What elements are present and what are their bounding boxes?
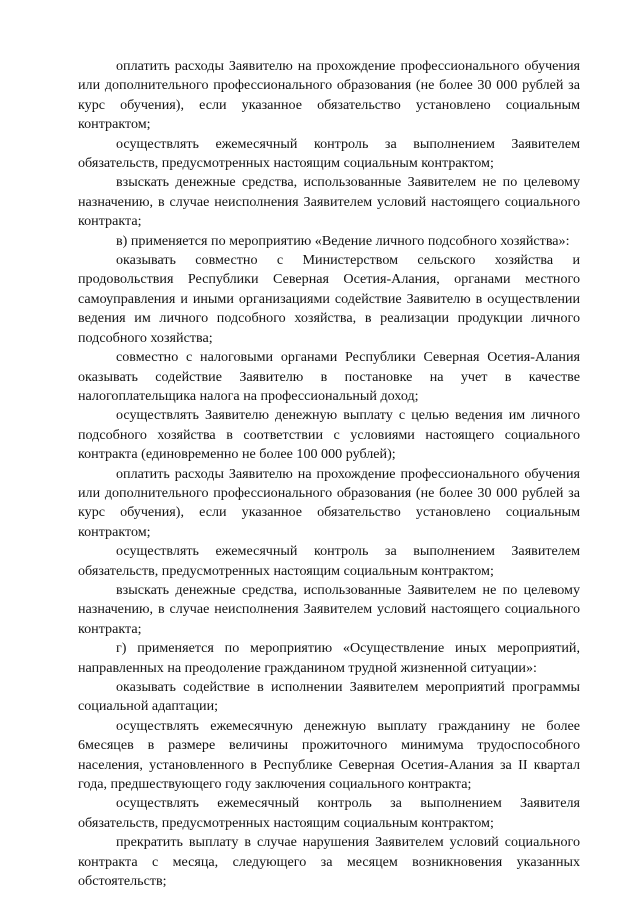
- document-body: [78, 57, 580, 891]
- paragraph: г) применяется по мероприятию «Осуществление иных мероприятий, направленных на преодоление гражданином трудной жизненной ситуации»:: [78, 640, 580, 676]
- paragraph: осуществлять ежемесячный контроль за выполнением Заявителя обязательств, предусмотренных настоящим социальным контрактом;: [78, 795, 580, 831]
- paragraph: оплатить расходы Заявителю на прохождение профессионального обучения или дополнительного профессионального образования (не более 30 000 рублей за курс обучения), если указанное обязательство установлено социальным контрактом;: [78, 465, 580, 540]
- paragraph: оказывать совместно с Министерством сельского хозяйства и продовольствия Республики Северная Осетия-Алания, органами местного самоуправления и иными организациями содействие Заявителю в осуществлении ведения им личного подсобного хозяйства, в реализации продукции личного подсобного хозяйства;: [78, 252, 580, 346]
- paragraph: осуществлять Заявителю денежную выплату с целью ведения им личного подсобного хозяйства в соответствии с условиями настоящего социального контракта (единовременно не более 100 000 рублей);: [78, 407, 580, 463]
- paragraph: взыскать денежные средства, использованные Заявителем не по целевому назначению, в случае неисполнения Заявителем условий настоящего социального контракта;: [78, 581, 580, 637]
- paragraph: оказывать содействие в исполнении Заявителем мероприятий программы социальной адаптации;: [78, 679, 580, 715]
- paragraph: осуществлять ежемесячный контроль за выполнением Заявителем обязательств, предусмотренных настоящим социальным контрактом;: [78, 135, 580, 172]
- paragraph: осуществлять ежемесячный контроль за выполнением Заявителем обязательств, предусмотренных настоящим социальным контрактом;: [78, 543, 580, 579]
- paragraph: прекратить выплату в случае нарушения Заявителем условий социального контракта с месяца, следующего за месяцем возникновения указанных обстоятельств;: [78, 834, 580, 890]
- paragraph: совместно с налоговыми органами Республики Северная Осетия-Алания оказывать содействие Заявителю в постановке на учет в качестве налогоплательщика налога на профессиональный доход;: [78, 349, 580, 404]
- paragraph: оплатить расходы Заявителю на прохождение профессионального обучения или дополнительного профессионального образования (не более 30 000 рублей за курс обучения), если указанное обязательство установлено социальным контрактом;: [78, 58, 580, 133]
- paragraph: осуществлять ежемесячную денежную выплату гражданину не более 6месяцев в размере величины прожиточного минимума трудоспособного населения, установленного в Республике Северная Осетия-Алания за II квартал года, предшествующего году заключения социального контракта;: [78, 717, 580, 793]
- paragraph: в) применяется по мероприятию «Ведение личного подсобного хозяйства»:: [116, 232, 570, 249]
- paragraph: взыскать денежные средства, использованные Заявителем не по целевому назначению, в случае неисполнения Заявителем условий настоящего социального контракта;: [78, 174, 580, 230]
